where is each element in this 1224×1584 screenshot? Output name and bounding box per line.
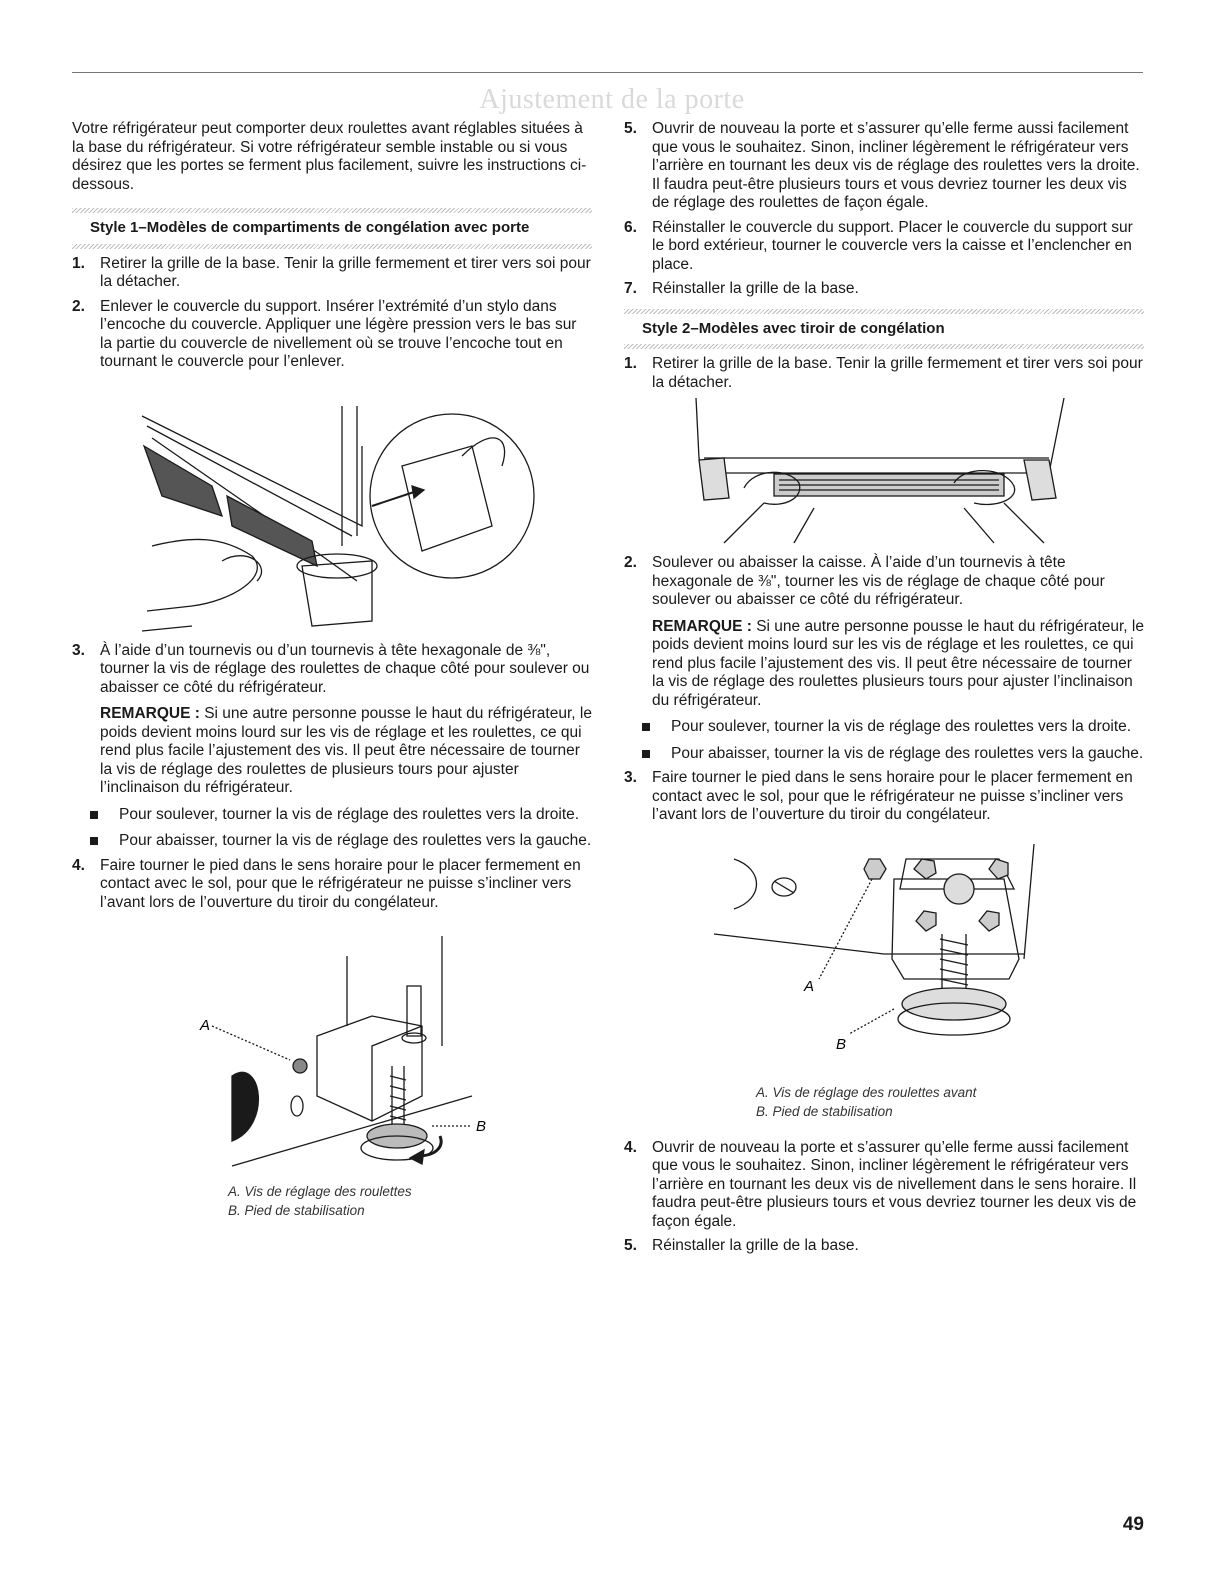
- step-number: 5.: [624, 1237, 637, 1254]
- figure-label-b: B: [476, 1118, 487, 1135]
- figure-label-b: B: [836, 1035, 847, 1053]
- step-text: Réinstaller la grille de la base.: [652, 280, 859, 297]
- style1-step-2: [72, 298, 592, 372]
- style1-step-4: [72, 857, 592, 913]
- caption-line-a: A. Vis de réglage des roulettes: [228, 1184, 412, 1199]
- style2-step-2: [624, 554, 1144, 710]
- base-grille-illustration: [624, 398, 1144, 548]
- figure-label-a: A: [804, 977, 815, 995]
- step-number: 5.: [624, 120, 637, 137]
- step-text: Réinstaller le couvercle du support. Placer le couvercle du support sur le bord extérieur, tourner le couvercle vers la caisse et l’enclencher en place.: [652, 218, 1133, 273]
- section-divider: [72, 244, 592, 249]
- style1-step-7: [624, 280, 1144, 299]
- bullet-square: [642, 723, 650, 731]
- top-rule: [72, 72, 1143, 73]
- caption-line-b: B. Pied de stabilisation: [228, 1203, 365, 1218]
- style1-step-6: [624, 219, 1144, 275]
- step-number: 3.: [624, 769, 637, 786]
- bullet-square: [642, 750, 650, 758]
- step-text: Retirer la grille de la base. Tenir la grille fermement et tirer vers soi pour la détacher.: [100, 254, 591, 290]
- figure-label-a: A: [200, 1017, 211, 1034]
- style2-heading: Style 2–Modèles avec tiroir de congélation: [642, 319, 945, 337]
- step-number: 4.: [72, 856, 85, 874]
- style2-step-3: [624, 769, 1144, 825]
- style1-bullet-2: [72, 832, 592, 851]
- caption-line-b: B. Pied de stabilisation: [756, 1103, 893, 1119]
- intro-paragraph: Votre réfrigérateur peut comporter deux roulettes avant réglables situées à la base du réfrigérateur. Si votre réfrigérateur semble instable ou si vous désirez que les portes se ferment plus facilement, suivre les instructions ci-dessous.: [72, 120, 587, 193]
- roller-foot-illustration: [72, 926, 592, 1176]
- style2-bullet-1: [624, 718, 1144, 737]
- step-text: Faire tourner le pied dans le sens horaire pour le placer fermement en contact avec le sol, pour que le réfrigérateur ne puisse s’incliner vers l’avant lors de l’ouverture du tiroir du congélateur.: [100, 856, 581, 911]
- step-number: 6.: [624, 218, 637, 236]
- note: [100, 705, 592, 798]
- figure-caption: [72, 1182, 592, 1220]
- step-text: Soulever ou abaisser la caisse. À l’aide d’un tournevis à tête hexagonale de ⅜", tourner les vis de réglage de chaque côté pour soulever ou abaisser ce côté du réfrigérateur.: [652, 554, 1105, 608]
- figure-caption: [624, 1083, 1144, 1121]
- note-label: REMARQUE :: [100, 705, 200, 722]
- step-number: 4.: [624, 1138, 637, 1156]
- page-title: Ajustement de la porte: [479, 84, 745, 115]
- note-text: Si une autre personne pousse le haut du réfrigérateur, le poids devient moins lourd sur les vis de réglage et les roulettes, ce qui rend plus facile l’ajustement des vis. Il peut être nécessaire de tourner la vis de réglage des roulettes plusieurs tours pour ajuster l’inclinaison du réfrigérateur.: [652, 617, 1144, 709]
- step-text: Retirer la grille de la base. Tenir la grille fermement et tirer vers soi pour la détacher.: [652, 355, 1143, 391]
- step-text: Faire tourner le pied dans le sens horaire pour le placer fermement en contact avec le sol, pour que le réfrigérateur ne puisse s’incliner vers l’avant lors de l’ouverture du tiroir du congélateur.: [652, 769, 1133, 823]
- step-text: Enlever le couvercle du support. Insérer l’extrémité d’un stylo dans l’encoche du couvercle. Appliquer une légère pression vers le bas sur la partie du couvercle de nivellement où se trouve l’encoche tout en tournant le couvercle pour l’enlever.: [100, 297, 577, 370]
- style2-bullet-2: [624, 745, 1144, 764]
- step-number: 1.: [624, 355, 637, 372]
- step-number: 2.: [624, 554, 637, 571]
- style1-heading: Style 1–Modèles de compartiments de congélation avec porte: [90, 219, 530, 236]
- bullet-square: [90, 837, 98, 845]
- note-text: Si une autre personne pousse le haut du réfrigérateur, le poids devient moins lourd sur les vis de réglage et les roulettes, ce qui rend plus facile l’ajustement des vis. Il peut être nécessaire de tourner la vis de réglage des roulettes de plusieurs tours pour ajuster l’inclinaison du réfrigérateur.: [100, 705, 592, 796]
- step-number: 3.: [72, 641, 85, 659]
- step-number: 1.: [72, 254, 85, 272]
- style1-bullet-1: [72, 806, 592, 825]
- grille-cover-illustration: [72, 386, 592, 636]
- style2-step-1: [624, 355, 1144, 392]
- step-text: Ouvrir de nouveau la porte et s’assurer qu’elle ferme aussi facilement que vous le souhaitez. Sinon, incliner légèrement le réfrigérateur vers l’arrière en tournant les deux vis de réglage des roulettes vers la droite. Il faudra peut-être plusieurs tours et vous devriez tourner les deux vis de réglage des roulettes de façon égale.: [652, 120, 1140, 211]
- style2-step-4: [624, 1139, 1144, 1232]
- step-text: À l’aide d’un tournevis ou d’un tournevis à tête hexagonale de ⅜", tourner la vis de réglage des roulettes de chaque côté pour soulever ou abaisser ce côté du réfrigérateur.: [100, 641, 590, 696]
- style1-step-1: [72, 255, 592, 292]
- step-text: Réinstaller la grille de la base.: [652, 1237, 859, 1254]
- right-column: [624, 120, 1144, 1256]
- bullet-text: Pour abaisser, tourner la vis de réglage des roulettes vers la gauche.: [119, 832, 592, 849]
- step-number: 7.: [624, 280, 637, 297]
- bullet-square: [90, 811, 98, 819]
- step-number: 2.: [72, 297, 85, 315]
- bullet-text: Pour abaisser, tourner la vis de réglage des roulettes vers la gauche.: [671, 744, 1144, 762]
- left-column: [72, 120, 592, 1220]
- page-number: 49: [1122, 1514, 1144, 1535]
- style1-step-5: [624, 120, 1144, 213]
- style2-step-5: [624, 1237, 1144, 1256]
- style1-step-3: [72, 642, 592, 798]
- bullet-text: Pour soulever, tourner la vis de réglage des roulettes vers la droite.: [119, 805, 580, 823]
- bullet-text: Pour soulever, tourner la vis de réglage des roulettes vers la droite.: [671, 718, 1132, 735]
- step-text: Ouvrir de nouveau la porte et s’assurer qu’elle ferme aussi facilement que vous le souhaitez. Sinon, incliner légèrement le réfrigérateur vers l’arrière en tournant les deux vis de nivellement dans le sens horaire. Il faudra peut-être plusieurs tours et vous devriez tourner les deux vis de façon égale.: [652, 1138, 1137, 1230]
- note: [652, 618, 1144, 711]
- caption-line-a: A. Vis de réglage des roulettes avant: [756, 1084, 977, 1100]
- note-label: REMARQUE :: [652, 617, 752, 635]
- section-divider: [624, 344, 1144, 349]
- front-roller-illustration: [624, 839, 1144, 1079]
